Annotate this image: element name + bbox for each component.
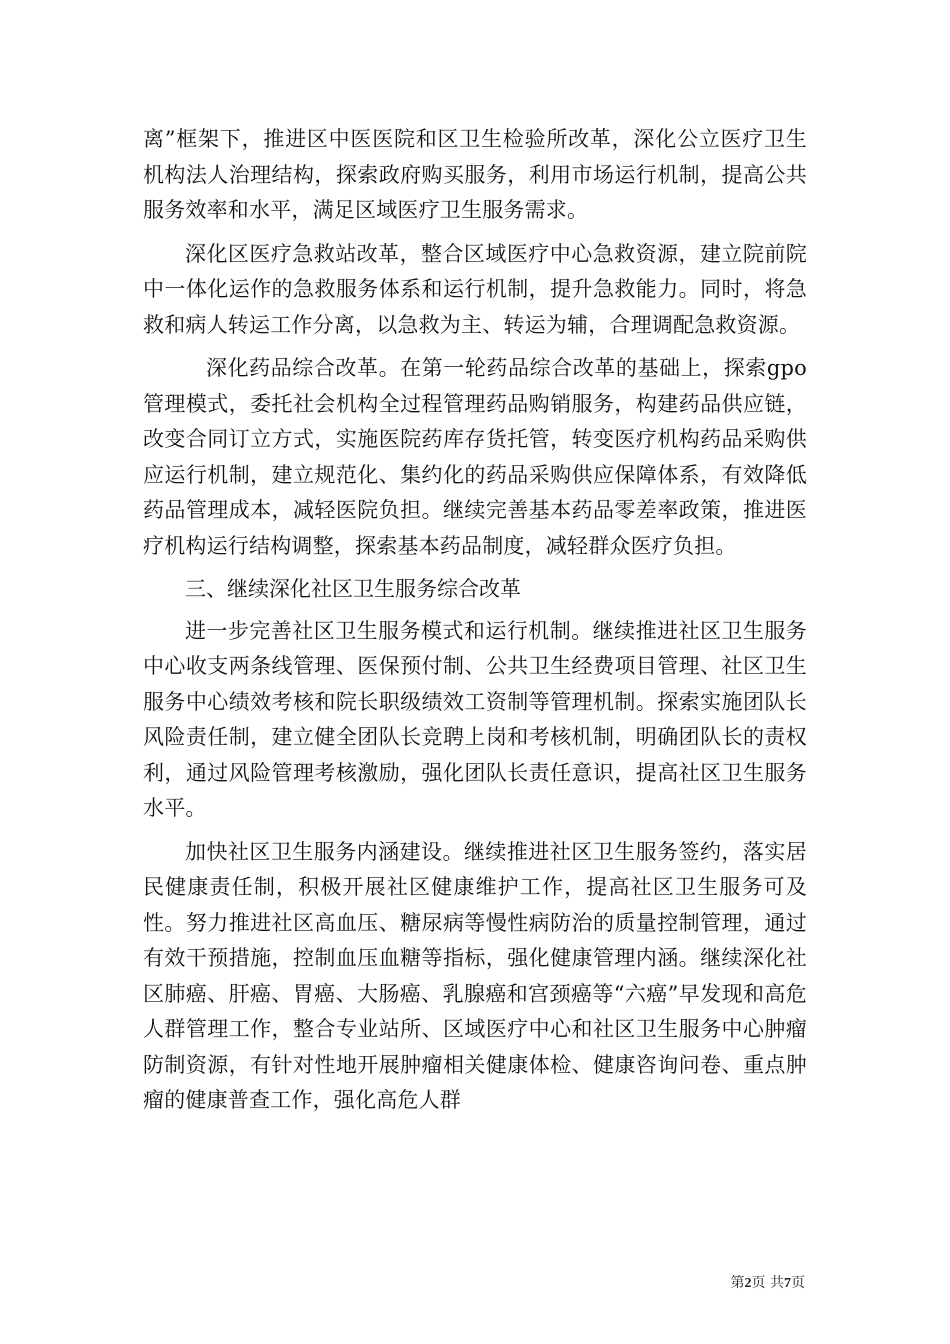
footer-prefix: 第: [730, 1275, 745, 1291]
paragraph-drug-reform: 深化药品综合改革。在第一轮药品综合改革的基础上，探索gpo管理模式，委托社会机构全过程管理药品购销服务，构建药品供应链，改变合同订立方式，实施医院药库存货托管，转变医疗机构药品采购供应运行机制，建立规范化、集约化的药品采购供应保障体系，有效降低药品管理成本，减轻医院负担。继续完善基本药品零差率政策，推进医疗机构运行结构调整，探索基本药品制度，减轻群众医疗负担。: [143, 356, 807, 558]
section-heading-community-health: 三、继续深化社区卫生服务综合改革: [185, 577, 521, 601]
footer-suffix: 页: [791, 1275, 805, 1291]
footer-middle: 页 共: [751, 1275, 784, 1291]
paragraph-emergency-station: 深化区医疗急救站改革，整合区域医疗中心急救资源，建立院前院中一体化运作的急救服务体系和运行机制，提升急救能力。同时，将急救和病人转运工作分离，以急救为主、转运为辅，合理调配急救资源。: [143, 241, 807, 337]
footer-total-pages: 7: [784, 1276, 791, 1291]
paragraph-community-service-model: 进一步完善社区卫生服务模式和运行机制。继续推进社区卫生服务中心收支两条线管理、医保预付制、公共卫生经费项目管理、社区卫生服务中心绩效考核和院长职级绩效工资制等管理机制。探索实施团队长风险责任制，建立健全团队长竞聘上岗和考核机制，明确团队长的责权利，通过风险管理考核激励，强化团队长责任意识，提高社区卫生服务水平。: [143, 618, 807, 820]
document-body: [143, 122, 807, 1127]
footer-current-page: 2: [744, 1276, 752, 1291]
page-number-footer: [731, 1272, 805, 1292]
paragraph-community-service-connotation: 加快社区卫生服务内涵建设。继续推进社区卫生服务签约，落实居民健康责任制，积极开展社区健康维护工作，提高社区卫生服务可及性。努力推进社区高血压、糖尿病等慢性病防治的质量控制管理，通过有效干预措施，控制血压血糖等指标，强化健康管理内涵。继续深化社区肺癌、肝癌、胃癌、大肠癌、乳腺癌和宫颈癌等“六癌”早发现和高危人群管理工作，整合专业站所、区域医疗中心和社区卫生服务中心肿瘤防制资源，有针对性地开展肿瘤相关健康体检、健康咨询问卷、重点肿瘤的健康普查工作，强化高危人群: [143, 839, 807, 1112]
paragraph-continuation: 离”框架下，推进区中医医院和区卫生检验所改革，深化公立医疗卫生机构法人治理结构，探索政府购买服务，利用市场运行机制，提高公共服务效率和水平，满足区域医疗卫生服务需求。: [143, 127, 807, 222]
